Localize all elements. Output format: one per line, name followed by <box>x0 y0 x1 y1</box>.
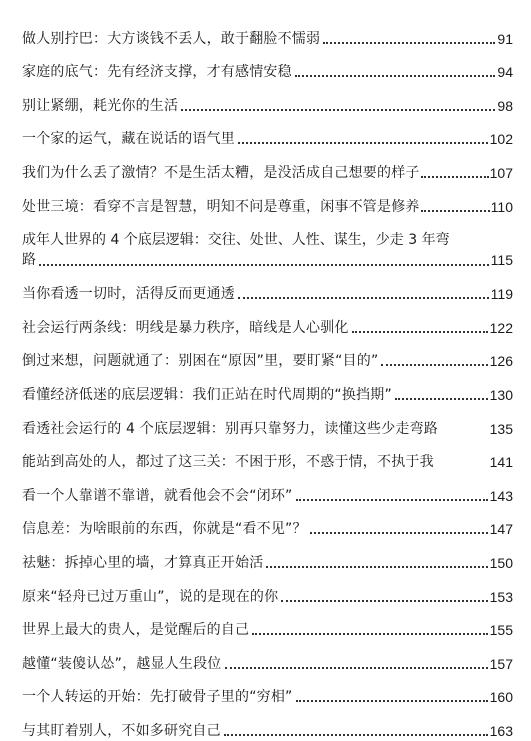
toc-entry-title: 做人别拧巴：大方谈钱不丢人，敢于翻脸不懦弱 <box>22 30 321 47</box>
toc-entry[interactable] <box>22 505 513 539</box>
toc-entry-title: 社会运行两条线：明线是暴力秩序，暗线是人心驯化 <box>22 319 349 336</box>
toc-entry-title: 我们为什么丢了激情？不是生活太糟，是没活成自己想要的样子 <box>22 164 420 181</box>
dot-leader <box>295 74 496 77</box>
dot-leader <box>352 330 488 333</box>
toc-page-number: 141 <box>489 454 513 471</box>
toc-page-number: 122 <box>489 319 513 336</box>
toc-entry-title-line1: 成年人世界的 4 个底层逻辑：交往、处世、人性、谋生，少走 3 年弯 <box>22 231 450 248</box>
dot-leader <box>181 108 495 111</box>
toc-page-number: 130 <box>489 386 513 403</box>
toc-entry[interactable] <box>22 270 513 304</box>
toc-entry-title: 一个人转运的开始：先打破骨子里的“穷相” <box>22 689 293 706</box>
toc-entry-title: 越懂“装傻认怂”，越显人生段位 <box>22 655 222 672</box>
toc-page-number: 157 <box>489 655 513 672</box>
toc-page-number: 119 <box>490 286 513 303</box>
toc-entry-title: 别让紧绷，耗光你的生活 <box>22 97 179 114</box>
toc-entry[interactable] <box>22 471 513 505</box>
toc-entry[interactable] <box>22 370 513 404</box>
toc-entry-title: 原来“轻舟已过万重山”，说的是现在的你 <box>22 588 279 605</box>
toc-entry-title: 家庭的底气：先有经济支撑，才有感情安稳 <box>22 64 292 81</box>
toc-entry-title: 信息差：为啥眼前的东西，你就是“看不见”？ <box>22 521 307 538</box>
toc-page-number: 91 <box>497 30 513 47</box>
dot-leader <box>266 565 487 568</box>
toc-entry-title: 一个家的运气，藏在说话的语气里 <box>22 131 235 148</box>
dot-leader <box>381 363 487 366</box>
toc-entry[interactable] <box>22 115 513 149</box>
dot-leader <box>225 666 488 669</box>
toc-entry[interactable] <box>22 337 513 371</box>
toc-entry[interactable] <box>22 538 513 572</box>
toc-page-number: 153 <box>489 588 513 605</box>
toc-entry-title: 祛魅：拆掉心里的墙，才算真正开始活 <box>22 554 264 571</box>
toc-entry[interactable] <box>22 606 513 640</box>
toc-entry[interactable] <box>22 438 513 472</box>
toc-entry-title: 处世三境：看穿不言是智慧，明知不问是尊重，闲事不管是修养 <box>22 198 420 215</box>
toc-entry-title: 当你看透一切时，活得反而更通透 <box>22 286 235 303</box>
dot-leader <box>438 437 490 438</box>
toc-entry[interactable] <box>22 182 513 216</box>
toc-entry[interactable] <box>22 572 513 606</box>
toc-page-number: 110 <box>490 198 513 215</box>
toc-entry-title: 看懂经济低迷的底层逻辑：我们正站在时代周期的“换挡期” <box>22 386 392 403</box>
toc-page-number: 155 <box>489 622 513 639</box>
toc-page-number: 163 <box>489 722 513 739</box>
dot-leader <box>39 263 488 266</box>
dot-leader <box>296 699 488 702</box>
toc-entry[interactable] <box>22 303 513 337</box>
toc-entry[interactable] <box>22 706 513 740</box>
toc-entry[interactable] <box>22 404 513 438</box>
toc-page-number: 160 <box>489 689 513 706</box>
toc-entry-title: 倒过来想，问题就通了：别困在“原因”里，要盯紧“目的” <box>22 353 379 370</box>
dot-leader <box>281 599 487 602</box>
dot-leader <box>434 470 490 471</box>
dot-leader <box>238 141 488 144</box>
toc-page-number: 147 <box>489 521 513 538</box>
dot-leader <box>323 41 495 44</box>
toc-page-number: 150 <box>489 554 513 571</box>
toc-entry[interactable] <box>22 48 513 82</box>
toc-entry-title: 与其盯着别人，不如多研究自己 <box>22 722 221 739</box>
toc-entry[interactable] <box>22 14 513 48</box>
dot-leader <box>421 175 489 178</box>
toc-entry[interactable] <box>22 216 513 270</box>
toc-page-number: 126 <box>489 353 513 370</box>
toc-entry[interactable] <box>22 81 513 115</box>
toc-page-number: 94 <box>497 64 513 81</box>
dot-leader <box>421 209 490 212</box>
toc-page-number: 143 <box>489 487 513 504</box>
dot-leader <box>238 296 489 299</box>
dot-leader <box>395 397 488 400</box>
toc-entry[interactable] <box>22 639 513 673</box>
toc-page-number: 107 <box>489 164 513 181</box>
toc-page-number: 135 <box>489 420 513 437</box>
toc-entry-title-line2: 路 <box>22 251 37 268</box>
dot-leader <box>296 498 488 501</box>
table-of-contents <box>22 14 513 740</box>
toc-entry[interactable] <box>22 148 513 182</box>
dot-leader <box>224 733 488 736</box>
toc-entry[interactable] <box>22 673 513 707</box>
toc-entry-title: 看透社会运行的 4 个底层逻辑：别再只靠努力，读懂这些少走弯路 <box>22 420 439 437</box>
toc-page-number: 102 <box>489 131 513 148</box>
toc-page-number: 98 <box>497 97 513 114</box>
toc-entry-line2 <box>22 250 513 270</box>
dot-leader <box>252 632 487 635</box>
dot-leader <box>310 531 488 534</box>
toc-entry-title: 能站到高处的人，都过了这三关：不困于形，不惑于情，不执于我 <box>22 454 434 471</box>
toc-page-number: 115 <box>490 251 513 268</box>
toc-entry-title: 世界上最大的贵人，是觉醒后的自己 <box>22 622 250 639</box>
toc-entry-title: 看一个人靠谱不靠谱，就看他会不会“闭环” <box>22 487 293 504</box>
